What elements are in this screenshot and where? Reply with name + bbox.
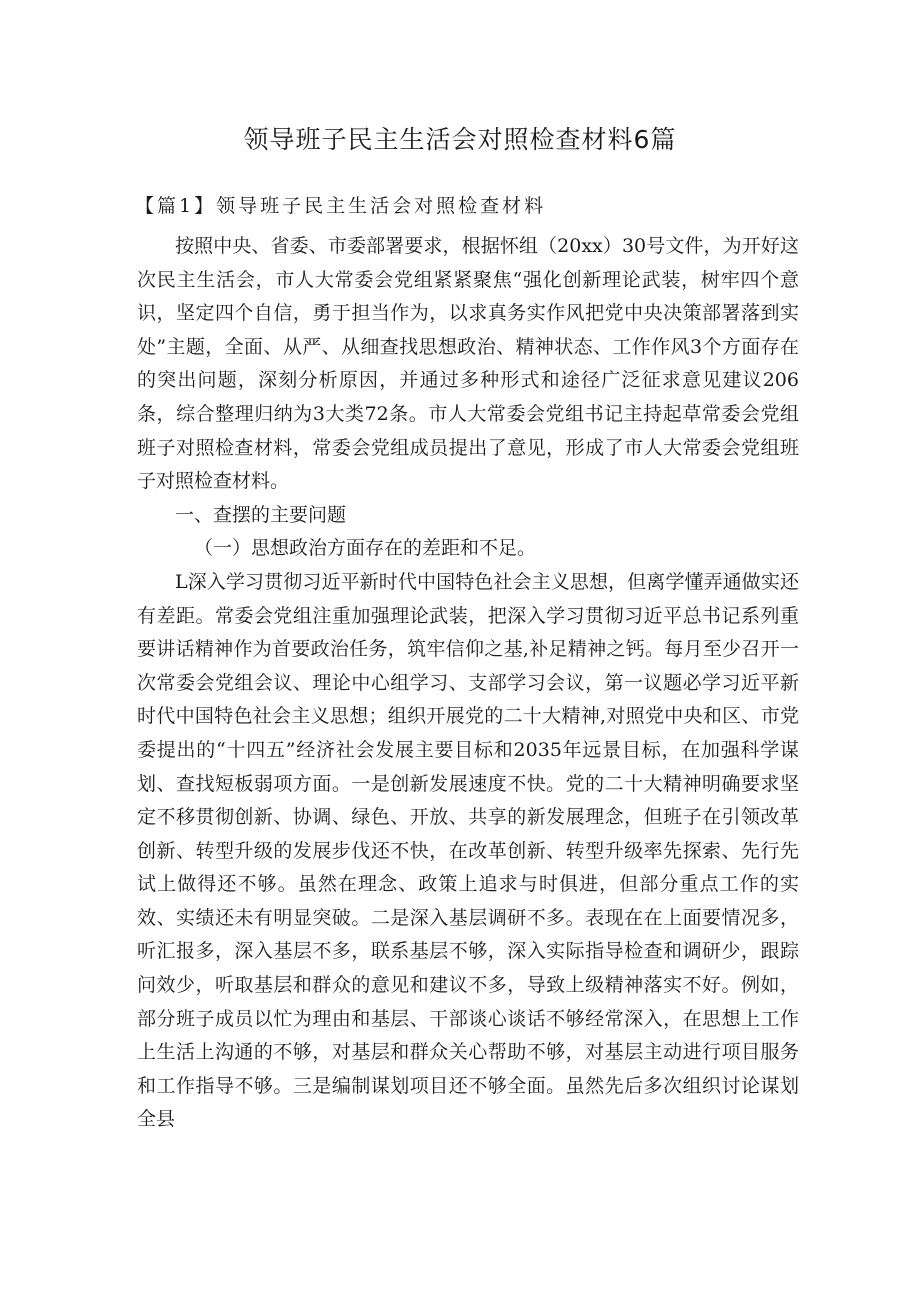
section-heading: 【篇1】领导班子民主生活会对照检查材料 [135, 195, 547, 217]
heading-level-1: 一、查摆的主要问题 [175, 503, 347, 526]
document-body [137, 230, 799, 1137]
document-title: 领导班子民主生活会对照检查材料6篇 [243, 125, 677, 154]
heading-level-2: （一）思想政治方面存在的差距和不足。 [194, 537, 537, 560]
intro-paragraph: 按照中央、省委、市委部署要求，根据怀组（20xx）30号文件，为开好这次民主生活会，市人大常委会党组紧紧聚焦“强化创新理论武装，树牢四个意识，坚定四个自信，勇于担当作为，以求真务实作风把党中央决策部署落到实处”主题，全面、从严、从细查找思想政治、精神状态、工作作风3个方面存在的突出问题，深刻分析原因，并通过多种形式和途径广泛征求意见建议206条，综合整理归纳为3大类72条。市人大常委会党组书记主持起草常委会党组班子对照检查材料，常委会党组成员提出了意见，形成了市人大常委会党组班子对照检查材料。 [137, 235, 799, 493]
body-paragraph: L深入学习贯彻习近平新时代中国特色社会主义思想，但离学懂弄通做实还有差距。常委会党组注重加强理论武装，把深入学习贯彻习近平总书记系列重要讲话精神作为首要政治任务，筑牢信仰之基,补足精神之钙。每月至少召开一次常委会党组会议、理论中心组学习、支部学习会议，第一议题必学习近平新时代中国特色社会主义思想；组织开展党的二十大精神,对照党中央和区、市党委提出的“十四五”经济社会发展主要目标和2035年远景目标，在加强科学谋划、查找短板弱项方面。一是创新发展速度不快。党的二十大精神明确要求坚定不移贯彻创新、协调、绿色、开放、共享的新发展理念，但班子在引领改革创新、转型升级的发展步伐还不快，在改革创新、转型升级率先探索、先行先试上做得还不够。虽然在理念、政策上追求与时俱进，但部分重点工作的实效、实绩还未有明显突破。二是深入基层调研不多。表现在在上面要情况多，听汇报多，深入基层不多，联系基层不够，深入实际指导检查和调研少，跟踪问效少，听取基层和群众的意见和建议不多，导致上级精神落实不好。例如，部分班子成员以忙为理由和基层、干部谈心谈话不够经常深入，在思想上工作上生活上沟通的不够，对基层和群众关心帮助不够，对基层主动进行项目服务和工作指导不够。三是编制谋划项目还不够全面。虽然先后多次组织讨论谋划全县 [137, 570, 799, 1131]
